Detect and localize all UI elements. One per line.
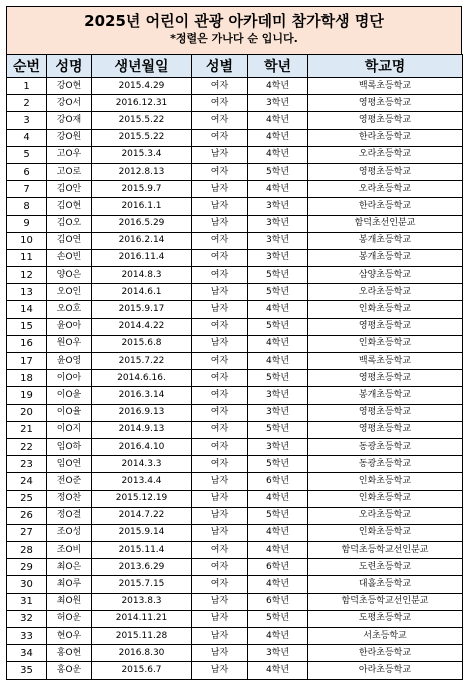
cell-gender: 여자 bbox=[192, 353, 248, 370]
table-row bbox=[7, 198, 463, 215]
cell-name: 오O인 bbox=[47, 284, 92, 301]
cell-number: 1 bbox=[7, 78, 47, 95]
cell-number: 15 bbox=[7, 318, 47, 335]
table-row bbox=[7, 662, 463, 679]
cell-school: 영평초등학교 bbox=[308, 112, 463, 129]
cell-gender: 남자 bbox=[192, 301, 248, 318]
cell-school: 함덕초등학교선인분교 bbox=[308, 593, 463, 610]
table-row bbox=[7, 473, 463, 490]
table-row bbox=[7, 438, 463, 455]
cell-grade: 5학년 bbox=[248, 507, 308, 524]
cell-school: 영평초등학교 bbox=[308, 318, 463, 335]
cell-name: 윤O아 bbox=[47, 318, 92, 335]
cell-gender: 여자 bbox=[192, 387, 248, 404]
cell-school: 인화초등학교 bbox=[308, 473, 463, 490]
cell-number: 31 bbox=[7, 593, 47, 610]
cell-birthdate: 2016.12.31 bbox=[92, 95, 192, 112]
cell-birthdate: 2015.4.29 bbox=[92, 78, 192, 95]
cell-school: 서초등학교 bbox=[308, 628, 463, 645]
cell-number: 24 bbox=[7, 473, 47, 490]
cell-number: 8 bbox=[7, 198, 47, 215]
cell-school: 오라초등학교 bbox=[308, 507, 463, 524]
cell-school: 오라초등학교 bbox=[308, 181, 463, 198]
roster-body bbox=[7, 78, 463, 680]
cell-gender: 남자 bbox=[192, 507, 248, 524]
cell-number: 3 bbox=[7, 112, 47, 129]
cell-school: 인화초등학교 bbox=[308, 490, 463, 507]
cell-name: 전O준 bbox=[47, 473, 92, 490]
cell-gender: 여자 bbox=[192, 370, 248, 387]
cell-birthdate: 2014.11.21 bbox=[92, 610, 192, 627]
table-row bbox=[7, 249, 463, 266]
cell-name: 임O연 bbox=[47, 456, 92, 473]
cell-school: 봉개초등학교 bbox=[308, 249, 463, 266]
cell-grade: 5학년 bbox=[248, 610, 308, 627]
table-row bbox=[7, 559, 463, 576]
cell-birthdate: 2016.3.14 bbox=[92, 387, 192, 404]
cell-birthdate: 2014.9.13 bbox=[92, 421, 192, 438]
cell-gender: 여자 bbox=[192, 421, 248, 438]
cell-school: 오라초등학교 bbox=[308, 284, 463, 301]
cell-name: 김O연 bbox=[47, 232, 92, 249]
cell-school: 삼양초등학교 bbox=[308, 267, 463, 284]
cell-number: 22 bbox=[7, 438, 47, 455]
table-row bbox=[7, 610, 463, 627]
table-row bbox=[7, 490, 463, 507]
table-row bbox=[7, 456, 463, 473]
cell-number: 11 bbox=[7, 249, 47, 266]
table-row bbox=[7, 163, 463, 180]
cell-name: 강O서 bbox=[47, 95, 92, 112]
cell-name: 최O루 bbox=[47, 576, 92, 593]
table-row bbox=[7, 146, 463, 163]
cell-number: 16 bbox=[7, 335, 47, 352]
cell-gender: 남자 bbox=[192, 335, 248, 352]
cell-gender: 남자 bbox=[192, 645, 248, 662]
cell-gender: 여자 bbox=[192, 112, 248, 129]
column-header-name: 성명 bbox=[47, 55, 92, 78]
column-header-grade: 학년 bbox=[248, 55, 308, 78]
table-row bbox=[7, 507, 463, 524]
column-header-number: 순번 bbox=[7, 55, 47, 78]
cell-birthdate: 2014.6.1 bbox=[92, 284, 192, 301]
cell-grade: 5학년 bbox=[248, 370, 308, 387]
cell-name: 고O우 bbox=[47, 146, 92, 163]
cell-birthdate: 2015.6.8 bbox=[92, 335, 192, 352]
page-title: 2025년 어린이 관광 아카데미 참가학생 명단 bbox=[84, 12, 384, 30]
cell-name: 윤O영 bbox=[47, 353, 92, 370]
cell-school: 도평초등학교 bbox=[308, 610, 463, 627]
cell-school: 영평초등학교 bbox=[308, 404, 463, 421]
cell-gender: 여자 bbox=[192, 232, 248, 249]
cell-birthdate: 2015.5.22 bbox=[92, 112, 192, 129]
cell-name: 홍O운 bbox=[47, 662, 92, 679]
cell-name: 조O성 bbox=[47, 524, 92, 541]
cell-grade: 5학년 bbox=[248, 318, 308, 335]
cell-school: 인화초등학교 bbox=[308, 301, 463, 318]
cell-name: 이O윤 bbox=[47, 387, 92, 404]
cell-name: 홍O현 bbox=[47, 645, 92, 662]
cell-number: 29 bbox=[7, 559, 47, 576]
cell-school: 백록초등학교 bbox=[308, 78, 463, 95]
cell-gender: 여자 bbox=[192, 163, 248, 180]
cell-name: 김O오 bbox=[47, 215, 92, 232]
cell-grade: 4학년 bbox=[248, 335, 308, 352]
cell-birthdate: 2014.3.3 bbox=[92, 456, 192, 473]
cell-name: 이O지 bbox=[47, 421, 92, 438]
table-row bbox=[7, 181, 463, 198]
cell-number: 9 bbox=[7, 215, 47, 232]
table-row bbox=[7, 645, 463, 662]
table-row bbox=[7, 421, 463, 438]
cell-school: 한라초등학교 bbox=[308, 645, 463, 662]
cell-number: 14 bbox=[7, 301, 47, 318]
cell-grade: 3학년 bbox=[248, 404, 308, 421]
cell-gender: 여자 bbox=[192, 318, 248, 335]
cell-name: 현O우 bbox=[47, 628, 92, 645]
cell-school: 봉개초등학교 bbox=[308, 232, 463, 249]
cell-gender: 남자 bbox=[192, 473, 248, 490]
cell-grade: 6학년 bbox=[248, 559, 308, 576]
cell-name: 최O원 bbox=[47, 593, 92, 610]
cell-number: 13 bbox=[7, 284, 47, 301]
cell-name: 이O아 bbox=[47, 370, 92, 387]
cell-birthdate: 2016.2.14 bbox=[92, 232, 192, 249]
cell-grade: 3학년 bbox=[248, 215, 308, 232]
cell-number: 27 bbox=[7, 524, 47, 541]
cell-grade: 4학년 bbox=[248, 181, 308, 198]
column-header-school: 학교명 bbox=[308, 55, 463, 78]
cell-birthdate: 2015.11.4 bbox=[92, 542, 192, 559]
cell-birthdate: 2016.5.29 bbox=[92, 215, 192, 232]
cell-birthdate: 2016.4.10 bbox=[92, 438, 192, 455]
cell-school: 오라초등학교 bbox=[308, 146, 463, 163]
cell-grade: 3학년 bbox=[248, 387, 308, 404]
cell-name: 강O재 bbox=[47, 112, 92, 129]
cell-school: 한라초등학교 bbox=[308, 129, 463, 146]
roster-table bbox=[6, 54, 463, 680]
cell-gender: 남자 bbox=[192, 146, 248, 163]
cell-grade: 4학년 bbox=[248, 146, 308, 163]
cell-gender: 여자 bbox=[192, 438, 248, 455]
cell-gender: 남자 bbox=[192, 215, 248, 232]
table-row bbox=[7, 215, 463, 232]
cell-grade: 4학년 bbox=[248, 628, 308, 645]
cell-name: 강O원 bbox=[47, 129, 92, 146]
cell-gender: 남자 bbox=[192, 628, 248, 645]
cell-school: 영평초등학교 bbox=[308, 163, 463, 180]
cell-grade: 3학년 bbox=[248, 198, 308, 215]
cell-birthdate: 2015.9.14 bbox=[92, 524, 192, 541]
cell-gender: 여자 bbox=[192, 78, 248, 95]
table-row bbox=[7, 95, 463, 112]
cell-gender: 여자 bbox=[192, 267, 248, 284]
cell-birthdate: 2013.6.29 bbox=[92, 559, 192, 576]
cell-gender: 여자 bbox=[192, 95, 248, 112]
cell-birthdate: 2013.4.4 bbox=[92, 473, 192, 490]
cell-school: 도련초등학교 bbox=[308, 559, 463, 576]
table-row bbox=[7, 628, 463, 645]
cell-school: 영평초등학교 bbox=[308, 370, 463, 387]
table-row bbox=[7, 335, 463, 352]
cell-gender: 여자 bbox=[192, 129, 248, 146]
cell-birthdate: 2016.8.30 bbox=[92, 645, 192, 662]
cell-gender: 남자 bbox=[192, 198, 248, 215]
cell-gender: 여자 bbox=[192, 404, 248, 421]
cell-name: 김O현 bbox=[47, 198, 92, 215]
cell-name: 오O호 bbox=[47, 301, 92, 318]
cell-school: 동광초등학교 bbox=[308, 456, 463, 473]
sort-note: *정렬은 가나다 순 입니다. bbox=[170, 32, 298, 45]
cell-school: 봉개초등학교 bbox=[308, 387, 463, 404]
cell-grade: 3학년 bbox=[248, 249, 308, 266]
cell-name: 원O우 bbox=[47, 335, 92, 352]
cell-number: 6 bbox=[7, 163, 47, 180]
cell-name: 손O빈 bbox=[47, 249, 92, 266]
cell-grade: 3학년 bbox=[248, 232, 308, 249]
cell-grade: 4학년 bbox=[248, 542, 308, 559]
table-row bbox=[7, 576, 463, 593]
cell-number: 4 bbox=[7, 129, 47, 146]
cell-number: 30 bbox=[7, 576, 47, 593]
cell-birthdate: 2014.6.16. bbox=[92, 370, 192, 387]
cell-gender: 남자 bbox=[192, 490, 248, 507]
cell-number: 32 bbox=[7, 610, 47, 627]
cell-gender: 여자 bbox=[192, 456, 248, 473]
cell-grade: 3학년 bbox=[248, 645, 308, 662]
cell-grade: 4학년 bbox=[248, 524, 308, 541]
cell-birthdate: 2015.7.22 bbox=[92, 353, 192, 370]
cell-gender: 여자 bbox=[192, 576, 248, 593]
cell-grade: 5학년 bbox=[248, 456, 308, 473]
cell-birthdate: 2015.7.15 bbox=[92, 576, 192, 593]
cell-school: 백록초등학교 bbox=[308, 353, 463, 370]
cell-gender: 남자 bbox=[192, 524, 248, 541]
roster-sheet bbox=[6, 6, 462, 680]
table-row bbox=[7, 129, 463, 146]
cell-grade: 4학년 bbox=[248, 301, 308, 318]
cell-number: 23 bbox=[7, 456, 47, 473]
table-row bbox=[7, 267, 463, 284]
cell-number: 12 bbox=[7, 267, 47, 284]
cell-name: 최O은 bbox=[47, 559, 92, 576]
table-row bbox=[7, 404, 463, 421]
cell-grade: 5학년 bbox=[248, 267, 308, 284]
cell-school: 동광초등학교 bbox=[308, 438, 463, 455]
cell-school: 영평초등학교 bbox=[308, 95, 463, 112]
cell-birthdate: 2015.9.17 bbox=[92, 301, 192, 318]
cell-birthdate: 2015.3.4 bbox=[92, 146, 192, 163]
cell-gender: 남자 bbox=[192, 610, 248, 627]
column-header-gender: 성별 bbox=[192, 55, 248, 78]
cell-birthdate: 2015.11.28 bbox=[92, 628, 192, 645]
cell-birthdate: 2015.5.22 bbox=[92, 129, 192, 146]
cell-number: 7 bbox=[7, 181, 47, 198]
cell-birthdate: 2015.12.19 bbox=[92, 490, 192, 507]
cell-number: 25 bbox=[7, 490, 47, 507]
cell-school: 인화초등학교 bbox=[308, 335, 463, 352]
cell-birthdate: 2015.9.7 bbox=[92, 181, 192, 198]
cell-grade: 4학년 bbox=[248, 129, 308, 146]
table-row bbox=[7, 593, 463, 610]
cell-birthdate: 2013.8.3 bbox=[92, 593, 192, 610]
cell-grade: 5학년 bbox=[248, 284, 308, 301]
table-row bbox=[7, 232, 463, 249]
cell-name: 고O로 bbox=[47, 163, 92, 180]
cell-gender: 여자 bbox=[192, 542, 248, 559]
cell-school: 대흘초등학교 bbox=[308, 576, 463, 593]
title-box bbox=[6, 6, 462, 54]
cell-school: 함덕초등학교선인분교 bbox=[308, 542, 463, 559]
cell-number: 28 bbox=[7, 542, 47, 559]
cell-grade: 5학년 bbox=[248, 163, 308, 180]
cell-birthdate: 2014.4.22 bbox=[92, 318, 192, 335]
table-row bbox=[7, 318, 463, 335]
cell-school: 함덕초선인분교 bbox=[308, 215, 463, 232]
cell-school: 영평초등학교 bbox=[308, 421, 463, 438]
cell-school: 한라초등학교 bbox=[308, 198, 463, 215]
cell-name: 임O하 bbox=[47, 438, 92, 455]
cell-gender: 남자 bbox=[192, 181, 248, 198]
cell-grade: 4학년 bbox=[248, 78, 308, 95]
table-row bbox=[7, 353, 463, 370]
cell-gender: 여자 bbox=[192, 249, 248, 266]
table-row bbox=[7, 524, 463, 541]
cell-number: 33 bbox=[7, 628, 47, 645]
cell-grade: 5학년 bbox=[248, 421, 308, 438]
cell-grade: 4학년 bbox=[248, 112, 308, 129]
cell-name: 김O안 bbox=[47, 181, 92, 198]
cell-number: 5 bbox=[7, 146, 47, 163]
cell-school: 아라초등학교 bbox=[308, 662, 463, 679]
table-row bbox=[7, 387, 463, 404]
cell-number: 26 bbox=[7, 507, 47, 524]
cell-birthdate: 2014.7.22 bbox=[92, 507, 192, 524]
cell-number: 21 bbox=[7, 421, 47, 438]
cell-grade: 4학년 bbox=[248, 490, 308, 507]
cell-birthdate: 2012.8.13 bbox=[92, 163, 192, 180]
table-row bbox=[7, 284, 463, 301]
cell-grade: 6학년 bbox=[248, 473, 308, 490]
cell-grade: 3학년 bbox=[248, 438, 308, 455]
table-row bbox=[7, 112, 463, 129]
cell-grade: 4학년 bbox=[248, 576, 308, 593]
cell-gender: 남자 bbox=[192, 662, 248, 679]
column-header-birthdate: 생년월일 bbox=[92, 55, 192, 78]
cell-number: 34 bbox=[7, 645, 47, 662]
cell-name: 허O운 bbox=[47, 610, 92, 627]
cell-name: 조O비 bbox=[47, 542, 92, 559]
cell-grade: 6학년 bbox=[248, 593, 308, 610]
cell-number: 2 bbox=[7, 95, 47, 112]
cell-number: 17 bbox=[7, 353, 47, 370]
cell-grade: 4학년 bbox=[248, 353, 308, 370]
table-row bbox=[7, 542, 463, 559]
cell-gender: 여자 bbox=[192, 559, 248, 576]
cell-birthdate: 2015.6.7 bbox=[92, 662, 192, 679]
cell-gender: 남자 bbox=[192, 284, 248, 301]
table-row bbox=[7, 370, 463, 387]
cell-birthdate: 2016.9.13 bbox=[92, 404, 192, 421]
cell-name: 정O찬 bbox=[47, 490, 92, 507]
cell-name: 양O은 bbox=[47, 267, 92, 284]
cell-number: 20 bbox=[7, 404, 47, 421]
header-row bbox=[7, 55, 463, 78]
cell-number: 19 bbox=[7, 387, 47, 404]
cell-birthdate: 2014.8.3 bbox=[92, 267, 192, 284]
cell-school: 인화초등학교 bbox=[308, 524, 463, 541]
cell-birthdate: 2016.1.1 bbox=[92, 198, 192, 215]
cell-number: 18 bbox=[7, 370, 47, 387]
cell-number: 35 bbox=[7, 662, 47, 679]
cell-gender: 남자 bbox=[192, 593, 248, 610]
cell-birthdate: 2016.11.4 bbox=[92, 249, 192, 266]
cell-number: 10 bbox=[7, 232, 47, 249]
cell-grade: 4학년 bbox=[248, 662, 308, 679]
cell-name: 정O결 bbox=[47, 507, 92, 524]
table-row bbox=[7, 78, 463, 95]
cell-name: 이O율 bbox=[47, 404, 92, 421]
table-row bbox=[7, 301, 463, 318]
cell-grade: 3학년 bbox=[248, 95, 308, 112]
cell-name: 강O현 bbox=[47, 78, 92, 95]
